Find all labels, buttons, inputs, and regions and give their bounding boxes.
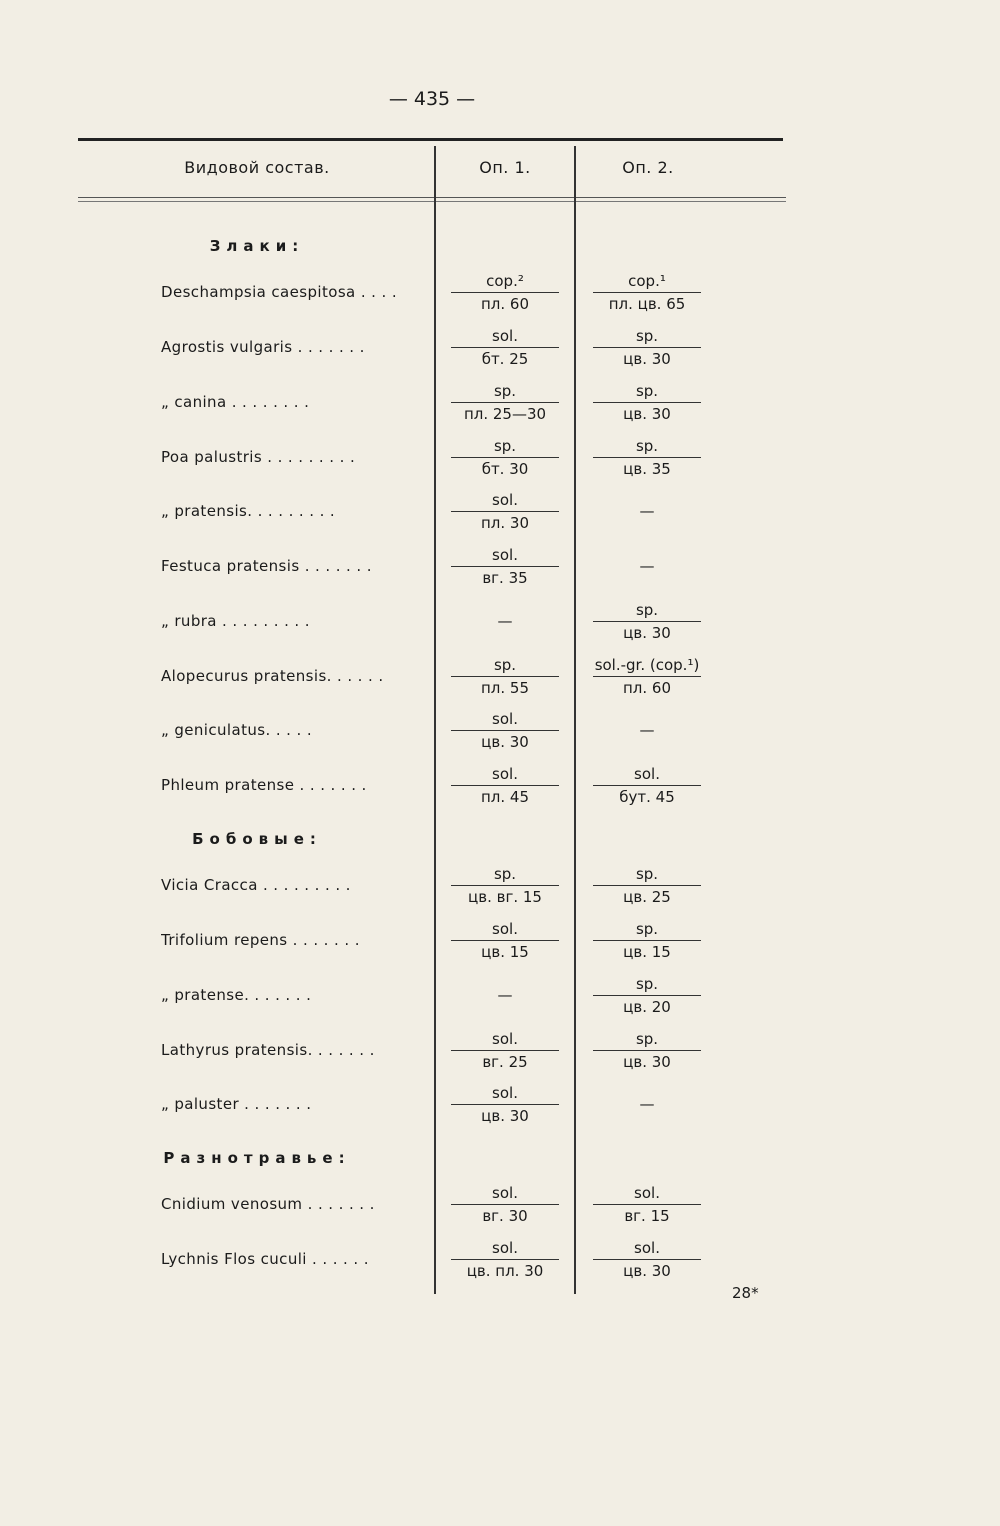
op2-abundance: sp. [593, 435, 701, 458]
op2-abundance: sol. [593, 1182, 701, 1205]
op2-abundance: sol. [593, 1237, 701, 1260]
op1-cell [451, 1237, 559, 1282]
op2-abundance: sp. [593, 973, 701, 996]
op2-abundance: sp. [593, 325, 701, 348]
header-rule-second [78, 201, 786, 202]
op1-abundance: sp. [451, 863, 559, 886]
op1-abundance: sp. [451, 654, 559, 677]
op1-phase-height: цв. 15 [481, 943, 529, 961]
species-name: „ pratensis. . . . . . . . . [161, 502, 336, 520]
op2-cell [593, 654, 701, 699]
page-number: — 435 — [388, 88, 476, 110]
op2-empty-cell: — [639, 1095, 655, 1113]
species-name: Vicia Cracca . . . . . . . . . [161, 876, 351, 894]
op1-phase-height: вг. 25 [482, 1053, 528, 1071]
op1-phase-height: цв. 30 [481, 733, 529, 751]
species-name: Alopecurus pratensis. . . . . . [161, 667, 384, 685]
species-name: Lathyrus pratensis. . . . . . . [161, 1041, 375, 1059]
op2-phase-height: цв. 30 [623, 1262, 671, 1280]
op1-abundance: sol. [451, 1237, 559, 1260]
op1-cell [451, 863, 559, 908]
group-heading-legumes: Бобовые: [192, 830, 322, 848]
op1-cell [451, 1182, 559, 1227]
op2-cell [593, 435, 701, 480]
op2-phase-height: цв. 30 [623, 350, 671, 368]
table-top-rule [78, 138, 783, 141]
op2-abundance: cop.¹ [593, 270, 701, 293]
op2-phase-height: цв. 20 [623, 998, 671, 1016]
op2-cell [593, 1028, 701, 1073]
op2-abundance: sol. [593, 763, 701, 786]
op1-phase-height: пл. 60 [480, 295, 530, 313]
op1-cell [451, 1028, 559, 1073]
op2-empty-cell: — [639, 721, 655, 739]
op1-phase-height: цв. вг. 15 [468, 888, 542, 906]
op2-empty-cell: — [639, 557, 655, 575]
op1-phase-height: вг. 30 [482, 1207, 528, 1225]
op1-cell [451, 1082, 559, 1127]
group-heading-forbs: Разнотравье: [163, 1149, 351, 1167]
op1-phase-height: пл. 45 [480, 788, 530, 806]
op1-cell [451, 325, 559, 370]
op1-cell [451, 918, 559, 963]
op2-cell [593, 763, 701, 808]
op2-cell [593, 918, 701, 963]
column-header-op2: Оп. 2. [622, 158, 674, 177]
op1-cell [451, 708, 559, 753]
op2-empty-cell: — [639, 502, 655, 520]
op2-cell [593, 1237, 701, 1282]
op2-cell [593, 270, 701, 315]
op2-cell [593, 380, 701, 425]
op1-abundance: sol. [451, 325, 559, 348]
op2-abundance: sp. [593, 599, 701, 622]
species-name: „ pratense. . . . . . . [161, 986, 312, 1004]
op1-abundance: sol. [451, 1182, 559, 1205]
op1-cell [451, 763, 559, 808]
op2-phase-height: цв. 30 [623, 405, 671, 423]
op2-abundance: sp. [593, 918, 701, 941]
op1-cell [451, 270, 559, 315]
species-name: „ rubra . . . . . . . . . [161, 612, 310, 630]
op2-phase-height: бут. 45 [619, 788, 675, 806]
species-name: Agrostis vulgaris . . . . . . . [161, 338, 365, 356]
op1-empty-cell: — [497, 612, 513, 630]
op1-cell [451, 654, 559, 699]
op1-abundance: sol. [451, 544, 559, 567]
op1-phase-height: цв. 30 [481, 1107, 529, 1125]
op1-cell [451, 544, 559, 589]
op1-phase-height: бт. 30 [481, 460, 529, 478]
op2-abundance: sp. [593, 1028, 701, 1051]
op1-abundance: sp. [451, 435, 559, 458]
op1-phase-height: цв. пл. 30 [466, 1262, 544, 1280]
op1-abundance: sol. [451, 1028, 559, 1051]
op2-phase-height: цв. 15 [623, 943, 671, 961]
op1-abundance: sol. [451, 708, 559, 731]
op2-cell [593, 325, 701, 370]
op2-cell [593, 599, 701, 644]
species-name: Lychnis Flos cuculi . . . . . . [161, 1250, 369, 1268]
signature-mark: 28* [732, 1284, 759, 1302]
op1-cell [451, 380, 559, 425]
op2-phase-height: цв. 35 [623, 460, 671, 478]
op2-phase-height: вг. 15 [624, 1207, 670, 1225]
op2-phase-height: пл. цв. 65 [608, 295, 686, 313]
op1-phase-height: бт. 25 [481, 350, 529, 368]
species-name: Festuca pratensis . . . . . . . [161, 557, 372, 575]
op1-abundance: sol. [451, 489, 559, 512]
column-header-species: Видовой состав. [184, 158, 330, 177]
species-name: Poa palustris . . . . . . . . . [161, 448, 356, 466]
op1-abundance: sol. [451, 918, 559, 941]
column-divider-1 [434, 146, 436, 1294]
species-name: „ geniculatus. . . . . [161, 721, 312, 739]
op1-abundance: sp. [451, 380, 559, 403]
op2-phase-height: цв. 30 [623, 1053, 671, 1071]
op2-phase-height: цв. 25 [623, 888, 671, 906]
op1-phase-height: пл. 30 [480, 514, 530, 532]
column-header-op1: Оп. 1. [479, 158, 531, 177]
species-name: Cnidium venosum . . . . . . . [161, 1195, 375, 1213]
op1-phase-height: вг. 35 [482, 569, 528, 587]
op2-cell [593, 1182, 701, 1227]
op2-abundance: sp. [593, 380, 701, 403]
op2-cell [593, 863, 701, 908]
column-divider-2 [574, 146, 576, 1294]
op2-abundance: sol.-gr. (cop.¹) [593, 654, 701, 677]
op2-cell [593, 973, 701, 1018]
op2-phase-height: цв. 30 [623, 624, 671, 642]
op1-empty-cell: — [497, 986, 513, 1004]
op1-phase-height: пл. 25—30 [463, 405, 547, 423]
op1-abundance: sol. [451, 763, 559, 786]
op1-phase-height: пл. 55 [480, 679, 530, 697]
op1-abundance: sol. [451, 1082, 559, 1105]
op2-abundance: sp. [593, 863, 701, 886]
header-rule [78, 197, 786, 198]
op1-abundance: cop.² [451, 270, 559, 293]
species-name: Phleum pratense . . . . . . . [161, 776, 367, 794]
op1-cell [451, 489, 559, 534]
group-heading-grasses: Злаки: [209, 237, 305, 255]
species-name: „ paluster . . . . . . . [161, 1095, 312, 1113]
op2-phase-height: пл. 60 [622, 679, 672, 697]
op1-cell [451, 435, 559, 480]
species-name: Trifolium repens . . . . . . . [161, 931, 360, 949]
species-name: Deschampsia caespitosa . . . . [161, 283, 397, 301]
species-name: „ canina . . . . . . . . [161, 393, 310, 411]
